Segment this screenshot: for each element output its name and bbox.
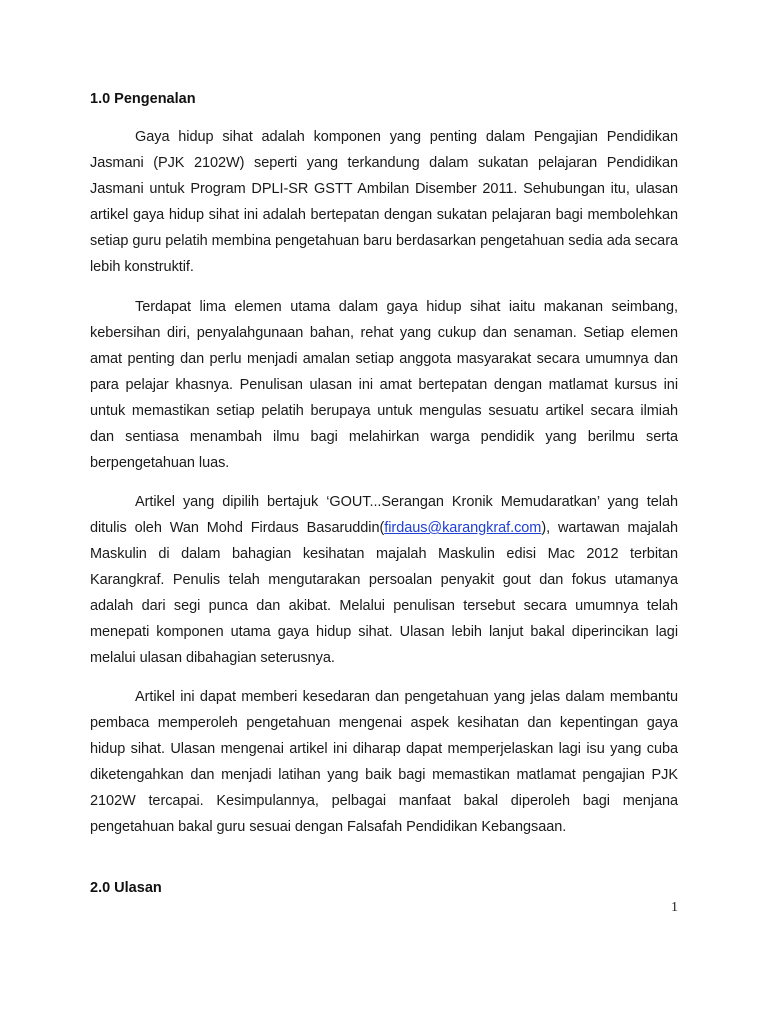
page-number: 1	[671, 900, 678, 915]
paragraph-article-text-start: Artikel yang dipilih bertajuk ‘GOUT...Serangan Kronik Memudaratkan’ yang telah ditulis oleh Wan Mohd Firdaus Basaruddin(	[90, 494, 678, 536]
section-heading-pengenalan: 1.0 Pengenalan	[90, 91, 196, 107]
author-email-link[interactable]: firdaus@karangkraf.com	[384, 520, 542, 536]
paragraph-article-text-end: ), wartawan majalah Maskulin di dalam bahagian kesihatan majalah Maskulin edisi Mac 2012 terbitan Karangkraf. Penulis telah mengutarakan persoalan penyakit gout dan fokus utamanya adalah dari segi punca dan akibat. Melalui penulisan tersebut secara umumnya telah menepati komponen utama gaya hidup sihat. Ulasan lebih lanjut bakal diperincikan lagi melalui ulasan dibahagian seterusnya.	[90, 520, 678, 666]
paragraph-intro: Gaya hidup sihat adalah komponen yang penting dalam Pengajian Pendidikan Jasmani (PJK 2102W) seperti yang terkandung dalam sukatan pelajaran Pendidikan Jasmani untuk Program DPLI-SR GSTT Ambilan Disember 2011. Sehubungan itu, ulasan artikel gaya hidup sihat ini adalah bertepatan dengan sukatan pelajaran bagi membolehkan setiap guru pelatih membina pengetahuan baru berdasarkan pengetahuan sedia ada secara lebih konstruktif.	[90, 129, 678, 275]
paragraph-article	[90, 489, 678, 671]
paragraph-elements: Terdapat lima elemen utama dalam gaya hidup sihat iaitu makanan seimbang, kebersihan diri, penyalahgunaan bahan, rehat yang cukup dan senaman. Setiap elemen amat penting dan perlu menjadi amalan setiap anggota masyarakat secara umumnya dan para pelajar khasnya. Penulisan ulasan ini amat bertepatan dengan matlamat kursus ini untuk memastikan setiap pelatih berupaya untuk mengulas sesuatu artikel secara ilmiah dan sentiasa menambah ilmu bagi melahirkan warga pendidik yang berilmu serta berpengetahuan luas.	[90, 299, 678, 471]
paragraph-conclusion: Artikel ini dapat memberi kesedaran dan pengetahuan yang jelas dalam membantu pembaca memperoleh pengetahuan mengenai aspek kesihatan dan kepentingan gaya hidup sihat. Ulasan mengenai artikel ini diharap dapat memperjelaskan lagi isu yang cuba diketengahkan dan menjadi latihan yang baik bagi memastikan matlamat pengajian PJK 2102W tercapai. Kesimpulannya, pelbagai manfaat bakal diperoleh bagi menjana pengetahuan bakal guru sesuai dengan Falsafah Pendidikan Kebangsaan.	[90, 689, 678, 835]
section-heading-ulasan: 2.0 Ulasan	[90, 880, 162, 896]
